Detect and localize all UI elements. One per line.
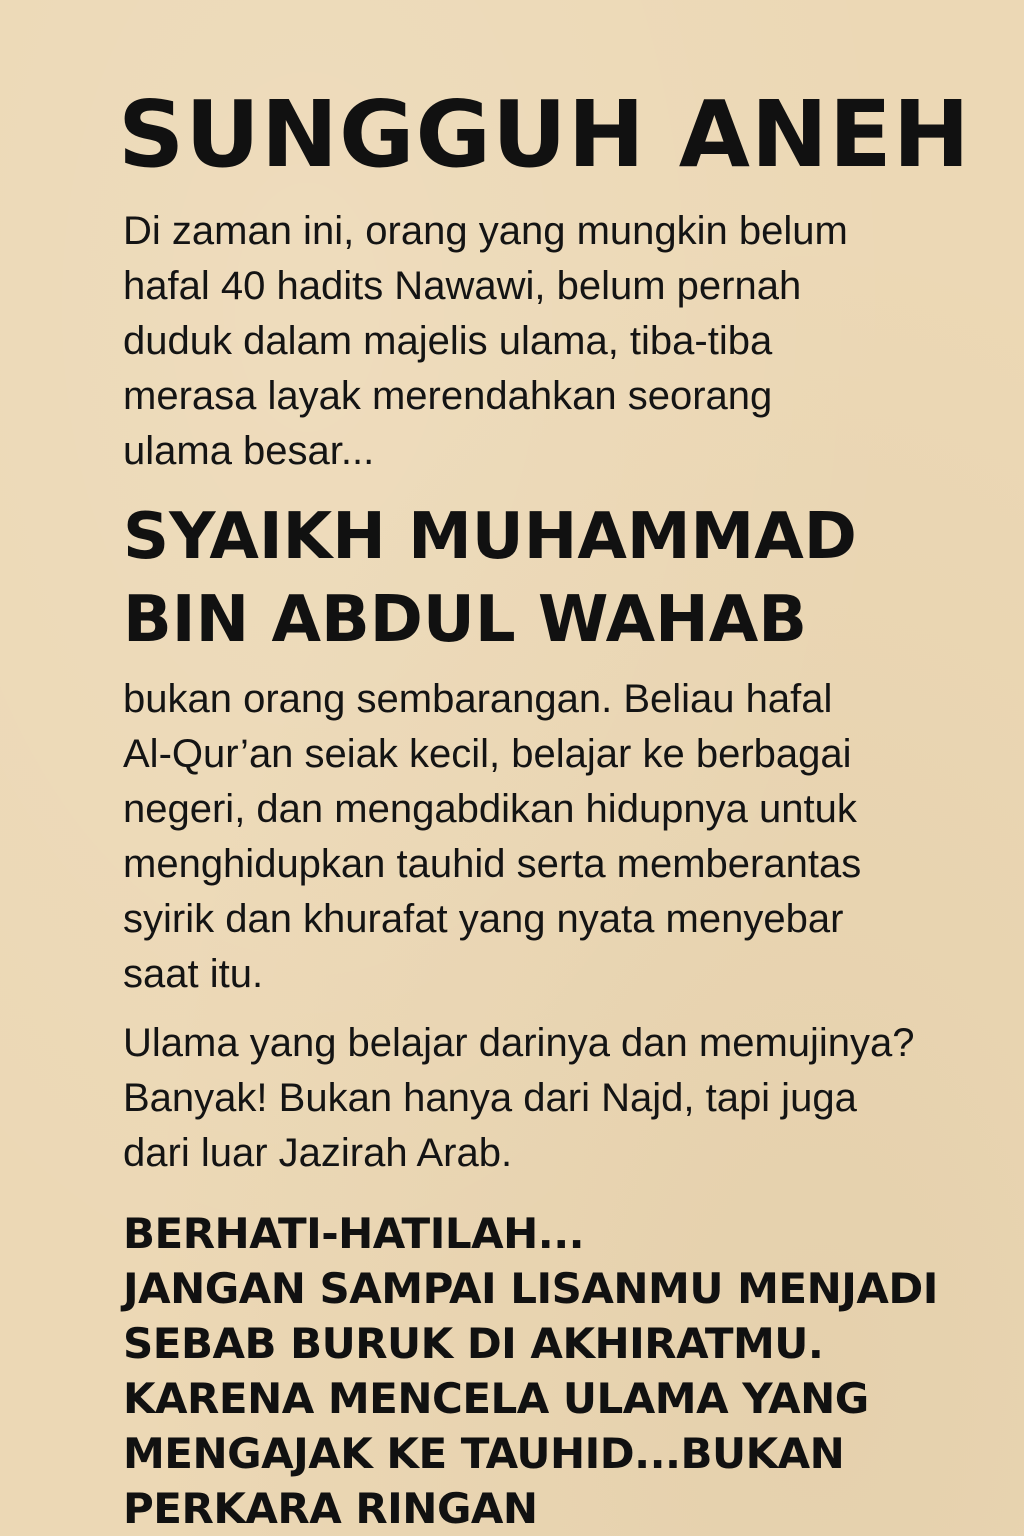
biography-line: menghidupkan tauhid serta memberantas xyxy=(123,842,862,886)
biography-paragraph xyxy=(123,672,861,1002)
page-title: SUNGGUH ANEH xyxy=(118,81,971,188)
intro-line: merasa layak merendahkan seorang xyxy=(123,374,773,418)
warning-line: JANGAN SAMPAI LISANMU MENJADI xyxy=(123,1264,938,1313)
students-line: Banyak! Bukan hanya dari Najd, tapi juga xyxy=(123,1076,857,1120)
biography-line: Al-Qur’an seiak kecil, belajar ke berbagai xyxy=(123,732,852,776)
scholar-name-line: SYAIKH MUHAMMAD xyxy=(123,500,857,574)
biography-line: saat itu. xyxy=(123,952,264,996)
intro-line: ulama besar... xyxy=(123,429,375,473)
intro-paragraph xyxy=(123,204,848,479)
biography-line: negeri, dan mengabdikan hidupnya untuk xyxy=(123,787,857,831)
students-line: dari luar Jazirah Arab. xyxy=(123,1131,513,1175)
scholar-name-line: BIN ABDUL WAHAB xyxy=(123,583,808,657)
warning-line: PERKARA RINGAN xyxy=(123,1484,538,1533)
biography-line: syirik dan khurafat yang nyata menyebar xyxy=(123,897,844,941)
intro-line: duduk dalam majelis ulama, tiba-tiba xyxy=(123,319,773,363)
intro-line: Di zaman ini, orang yang mungkin belum xyxy=(123,209,848,253)
warning-line: SEBAB BURUK DI AKHIRATMU. xyxy=(123,1319,824,1368)
scholar-name-heading xyxy=(123,496,857,662)
warning-line: KARENA MENCELA ULAMA YANG xyxy=(123,1374,869,1423)
intro-line: hafal 40 hadits Nawawi, belum pernah xyxy=(123,264,802,308)
students-paragraph xyxy=(123,1016,915,1181)
warning-block xyxy=(123,1206,938,1536)
biography-line: bukan orang sembarangan. Beliau hafal xyxy=(123,677,833,721)
students-line: Ulama yang belajar darinya dan memujinya? xyxy=(123,1021,915,1065)
warning-line: BERHATI-HATILAH... xyxy=(123,1209,585,1258)
warning-line: MENGAJAK KE TAUHID...BUKAN xyxy=(123,1429,845,1478)
